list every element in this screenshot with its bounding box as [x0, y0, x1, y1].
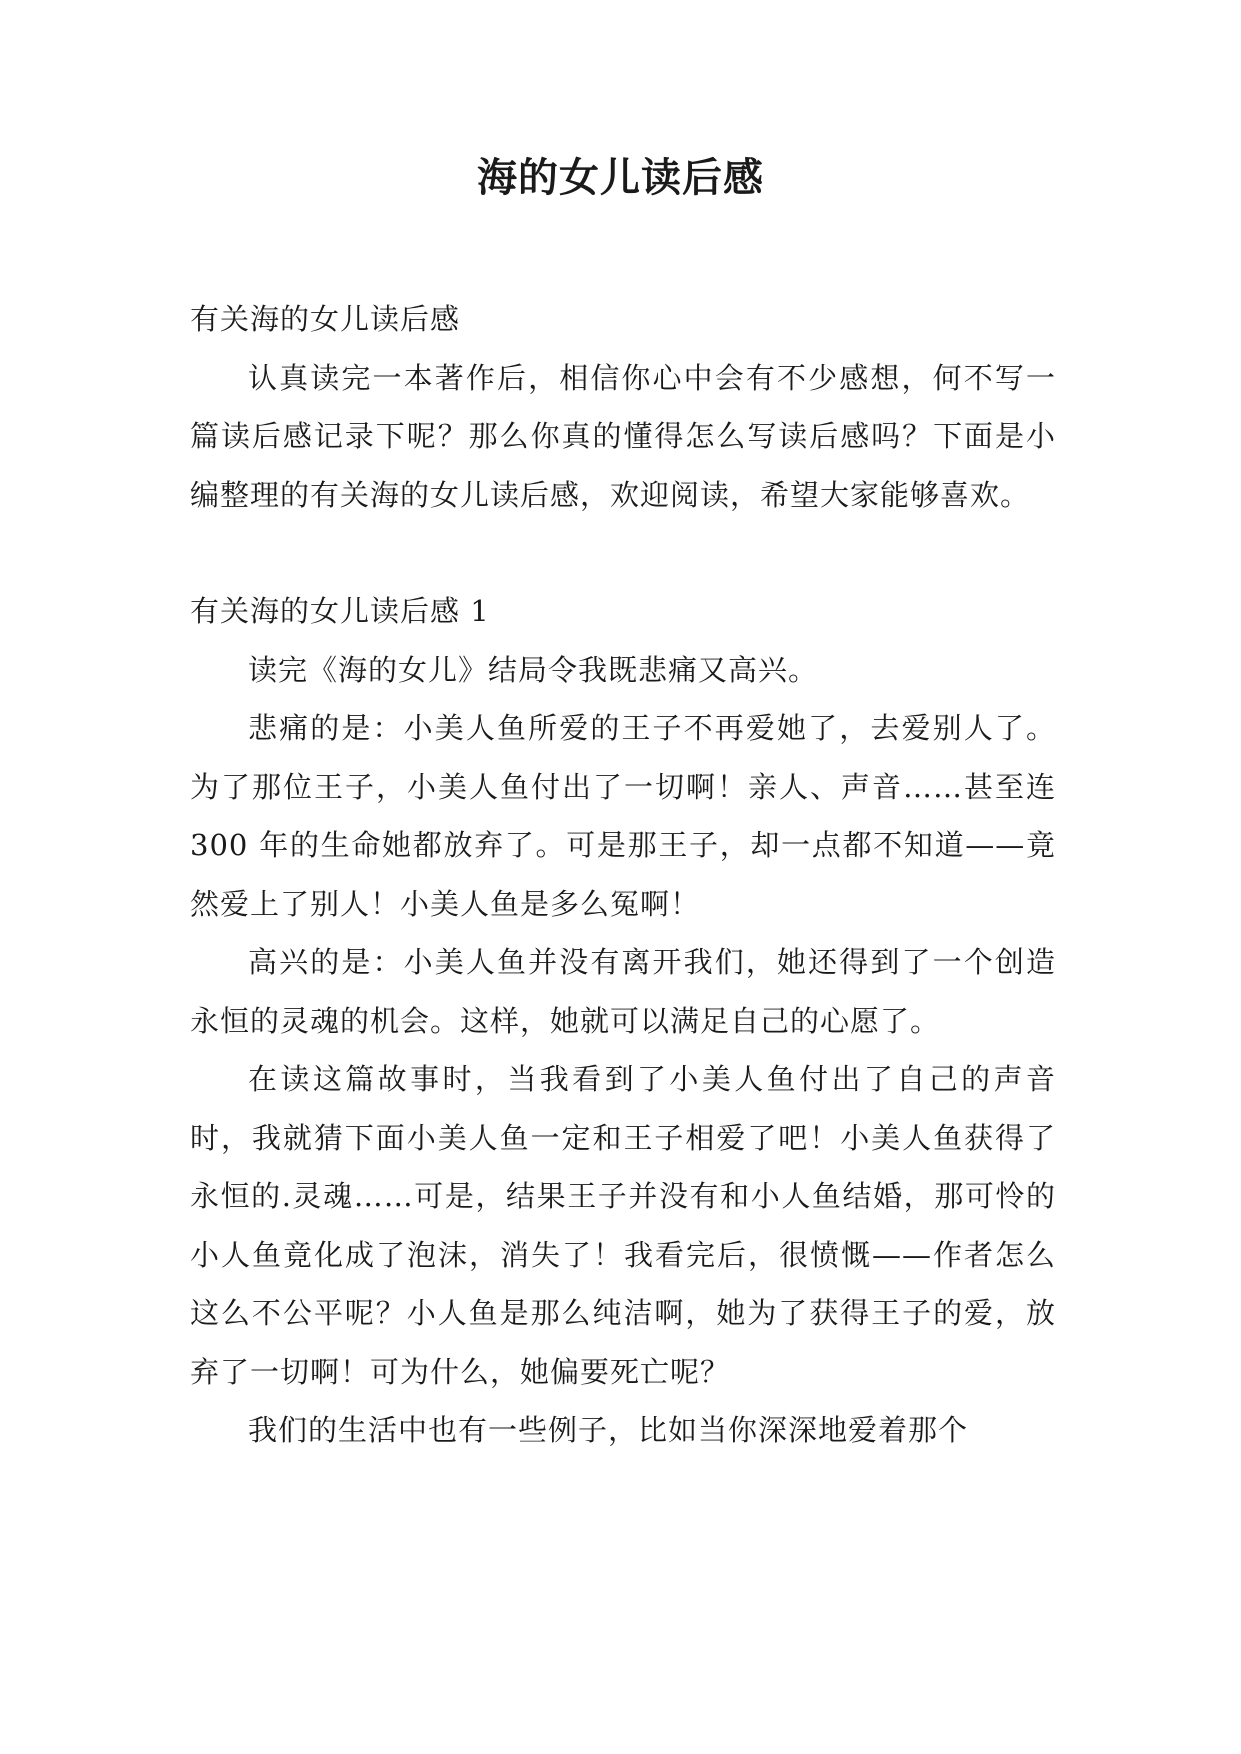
body-paragraph: 在读这篇故事时，当我看到了小美人鱼付出了自己的声音时，我就猜下面小美人鱼一定和王子相爱了吧！小美人鱼获得了永恒的.灵魂……可是，结果王子并没有和小人鱼结婚，那可怜的小人鱼竟化成了泡沫，消失了！我看完后，很愤慨——作者怎么这么不公平呢？小人鱼是那么纯洁啊，她为了获得王子的爱，放弃了一切啊！可为什么，她偏要死亡呢？	[190, 1062, 1056, 1389]
document-body	[190, 290, 1056, 1460]
body-paragraph: 读完《海的女儿》结局令我既悲痛又高兴。	[248, 652, 819, 687]
body-paragraph: 高兴的是：小美人鱼并没有离开我们，她还得到了一个创造永恒的灵魂的机会。这样，她就可以满足自己的心愿了。	[190, 945, 1056, 1038]
body-paragraph: 认真读完一本著作后，相信你心中会有不少感想，何不写一篇读后感记录下呢？那么你真的懂得怎么写读后感吗？下面是小编整理的有关海的女儿读后感，欢迎阅读，希望大家能够喜欢。	[190, 360, 1056, 512]
paragraph-gap	[190, 524, 1056, 582]
body-paragraph: 悲痛的是：小美人鱼所爱的王子不再爱她了，去爱别人了。为了那位王子，小美人鱼付出了一切啊！亲人、声音……甚至连 300 年的生命她都放弃了。可是那王子，却一点都不知道——竟然爱上了别人！小美人鱼是多么冤啊！	[190, 711, 1056, 921]
body-paragraph: 我们的生活中也有一些例子，比如当你深深地爱着那个	[248, 1413, 969, 1447]
section-heading: 有关海的女儿读后感 1	[190, 594, 490, 628]
document-title: 海的女儿读后感	[477, 155, 764, 201]
section-heading: 有关海的女儿读后感	[190, 302, 461, 336]
